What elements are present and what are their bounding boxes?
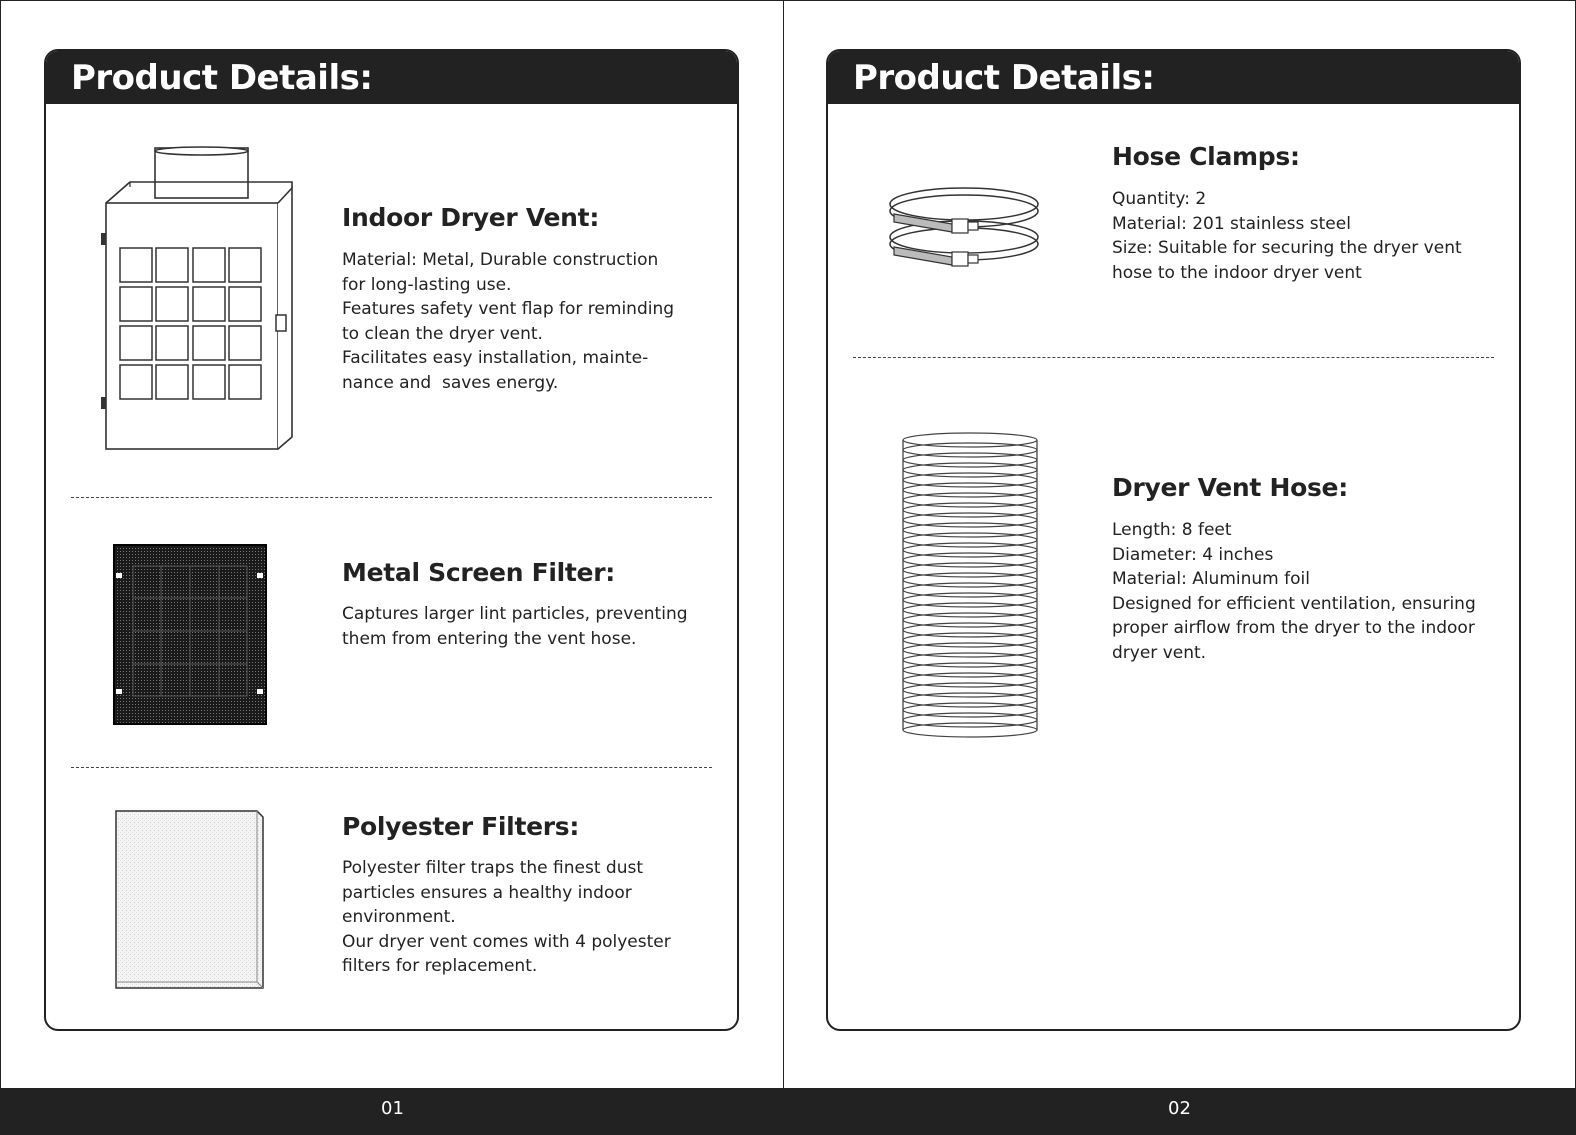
page-number: 02: [1168, 1098, 1191, 1119]
section-divider: [71, 497, 712, 498]
page-spine: [783, 0, 784, 1088]
description-line: Diameter: 4 inches: [1112, 544, 1274, 565]
description-line: filters for replacement.: [342, 956, 538, 976]
panel-title: Product Details:: [853, 58, 1155, 98]
item-title-polyester-filters: Polyester Filters:: [342, 812, 580, 841]
description-line: them from entering the vent hose.: [342, 628, 637, 649]
footer-bar: [0, 1088, 1576, 1135]
item-description-metal-screen-filter: [342, 602, 688, 651]
item-title-indoor-dryer-vent: Indoor Dryer Vent:: [342, 203, 600, 232]
section-divider: [853, 357, 1494, 358]
item-description-polyester-filters: [342, 856, 671, 979]
description-line: Our dryer vent comes with 4 polyester: [342, 931, 671, 952]
hose-ring: [903, 723, 1037, 737]
description-line: Features safety vent flap for reminding: [342, 299, 675, 319]
description-line: Captures larger lint particles, preventing: [342, 604, 688, 624]
description-line: Material: Aluminum foil: [1112, 569, 1310, 589]
description-line: nance and saves energy.: [342, 372, 559, 393]
item-description-hose-clamps: [1112, 187, 1462, 285]
description-line: hose to the indoor dryer vent: [1112, 262, 1362, 283]
metal-screen-filter-icon: [113, 544, 267, 725]
description-line: Designed for efficient ventilation, ensuring: [1112, 593, 1476, 614]
description-line: to clean the dryer vent.: [342, 323, 543, 344]
vent-hose-icon: [899, 428, 1041, 744]
section-divider: [71, 767, 712, 768]
description-line: Facilitates easy installation, mainte-: [342, 348, 649, 368]
polyester-filter-icon: [113, 808, 267, 992]
description-line: Material: Metal, Durable construction: [342, 250, 659, 270]
item-description-dryer-vent-hose: [1112, 518, 1476, 665]
hose-clamps-icon: [884, 174, 1044, 274]
panel-header: [828, 51, 1519, 104]
description-line: Length: 8 feet: [1112, 520, 1232, 540]
description-line: Material: 201 stainless steel: [1112, 213, 1351, 234]
description-line: Size: Suitable for securing the dryer vent: [1112, 238, 1462, 258]
description-line: Polyester filter traps the finest dust: [342, 858, 643, 878]
item-title-metal-screen-filter: Metal Screen Filter:: [342, 558, 615, 587]
description-line: environment.: [342, 907, 456, 927]
description-line: proper airflow from the dryer to the indoor: [1112, 618, 1475, 638]
description-line: particles ensures a healthy indoor: [342, 882, 632, 903]
panel-header: [46, 51, 737, 104]
panel-title: Product Details:: [71, 58, 373, 98]
item-description-indoor-dryer-vent: [342, 248, 674, 395]
description-line: for long-lasting use.: [342, 274, 512, 295]
page-number: 01: [381, 1098, 404, 1119]
dryer-vent-box-icon: [100, 145, 300, 455]
item-title-hose-clamps: Hose Clamps:: [1112, 142, 1300, 171]
description-line: dryer vent.: [1112, 642, 1207, 663]
description-line: Quantity: 2: [1112, 189, 1207, 209]
item-title-dryer-vent-hose: Dryer Vent Hose:: [1112, 473, 1348, 502]
